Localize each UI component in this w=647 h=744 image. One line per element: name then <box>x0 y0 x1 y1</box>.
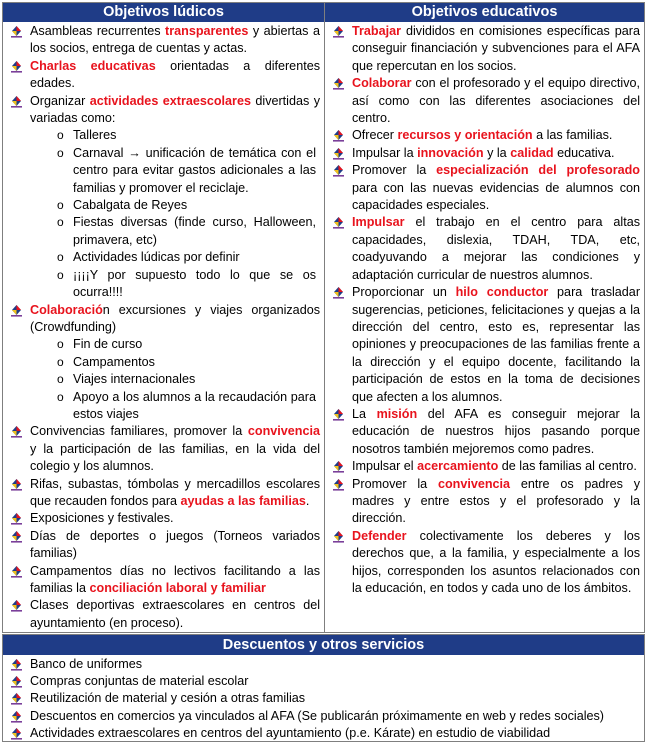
highlighted-keyword: transparentes <box>165 24 249 38</box>
item-text: y la participación de las familias, en la vida del colegio y los alumnos. <box>30 441 320 474</box>
sub-list-item <box>30 336 320 353</box>
circle-bullet-icon: o <box>57 337 64 352</box>
highlighted-keyword: Colaborar <box>352 76 412 91</box>
sub-list-item <box>30 389 320 424</box>
sub-list <box>30 336 320 423</box>
item-text: Proporcionar un <box>352 285 456 300</box>
list-item <box>325 162 644 214</box>
diamond-flag-bullet-icon <box>10 728 23 740</box>
item-text: Promover la <box>352 163 437 178</box>
item-text: Organizar <box>30 93 90 108</box>
sub-item-text: Actividades lúdicas por definir <box>73 250 240 265</box>
sub-item-text: Viajes internacionales <box>73 372 196 387</box>
sub-list-item <box>30 145 320 197</box>
sub-item-text: Campamentos <box>73 354 155 369</box>
right-column-header: Objetivos educativos <box>325 3 644 22</box>
sub-list-item <box>30 249 320 266</box>
item-text: y abiertas a los socios, entrega de cuentas y actas. <box>30 24 320 56</box>
service-item <box>3 673 644 690</box>
diamond-flag-bullet-icon <box>10 693 23 705</box>
item-text: el trabajo en el centro para altas capacidades, dislexia, TDAH, TDA, etc, coadyuvando a mejorar las condiciones y adaptación curricular de nuestros alumnos. <box>352 215 640 282</box>
sub-list-item <box>30 214 320 249</box>
service-item-text: Actividades extraescolares en centros del ayuntamiento (p.e. Kárate) en estudio de viabilidad <box>30 725 551 740</box>
objectives-table <box>2 2 645 633</box>
item-text: para trasladar sugerencias, peticiones, felicitaciones y quejas a la dirección del centro, esto es, representar las opiniones y preocupaciones de las familias frente a la dirección y el equipo docente, facilitando la participación de estos en la toma de decisiones que afecten a los alumnos. <box>352 285 641 404</box>
item-text: a las familias. <box>532 128 613 143</box>
circle-bullet-icon: o <box>57 128 64 143</box>
list-item <box>3 58 324 93</box>
diamond-flag-bullet-icon <box>332 26 345 38</box>
list-item <box>325 127 644 144</box>
highlighted-keyword: Impulsar <box>352 215 405 230</box>
item-text: Rifas, subastas, tómbolas y mercadillos escolares que recauden fondos para <box>30 476 320 508</box>
item-text: Campamentos días no lectivos facilitando a las familias la <box>30 563 320 595</box>
services-list <box>3 655 644 742</box>
item-text: para con las nuevas evidencias de alumnos con capacidades especiales. <box>352 180 640 213</box>
item-text: divididos en comisiones específicas para conseguir financiación y subvenciones para el AFA que repercutan en los socios. <box>352 24 640 73</box>
sub-list-item <box>30 354 320 371</box>
sub-list-item <box>30 197 320 214</box>
diamond-flag-bullet-icon <box>10 711 23 723</box>
highlighted-keyword: conciliación laboral y familiar <box>89 581 266 595</box>
list-item <box>3 528 324 563</box>
item-text: entre os padres y madres y entre estos y el profesorado y la dirección. <box>352 476 640 526</box>
list-item <box>325 476 644 528</box>
left-objectives-list <box>3 22 324 632</box>
highlighted-keyword: Charlas educativas <box>30 58 156 73</box>
diamond-flag-bullet-icon <box>332 409 345 421</box>
diamond-flag-bullet-icon <box>10 676 23 688</box>
highlighted-keyword: recursos y orientación <box>397 128 533 143</box>
circle-bullet-icon: o <box>57 215 64 230</box>
list-item <box>325 214 644 284</box>
sub-list-item <box>30 371 320 388</box>
item-text: del AFA es conseguir mejorar la educación de nuestros hijos pasando porque nosotros también mejoremos como padres. <box>352 406 641 456</box>
sub-item-text: Fin de curso <box>73 337 143 352</box>
item-text: orientadas a diferentes edades. <box>30 58 320 91</box>
circle-bullet-icon: o <box>57 198 64 213</box>
sub-item-text: Cabalgata de Reyes <box>73 198 188 213</box>
sub-item-text: ¡¡¡¡Y por supuesto todo lo que se os ocurra!!!! <box>73 267 316 300</box>
diamond-flag-bullet-icon <box>332 461 345 473</box>
list-item <box>325 406 644 458</box>
highlighted-keyword: convivencia <box>247 424 320 439</box>
left-column <box>3 3 325 632</box>
item-text: y la <box>483 145 511 160</box>
diamond-flag-bullet-icon <box>332 130 345 142</box>
list-item <box>325 23 644 75</box>
service-item <box>3 708 644 725</box>
list-item <box>325 75 644 127</box>
right-column <box>325 3 644 632</box>
list-item <box>3 23 324 58</box>
service-item <box>3 656 644 673</box>
circle-bullet-icon: o <box>57 250 64 265</box>
highlighted-keyword: ayudas a las familias <box>180 493 306 508</box>
diamond-flag-bullet-icon <box>332 78 345 90</box>
item-text: Días de deportes o juegos (Torneos variados familias) <box>30 528 320 561</box>
list-item <box>325 458 644 475</box>
diamond-flag-bullet-icon <box>10 305 23 317</box>
circle-bullet-icon: o <box>57 145 64 160</box>
circle-bullet-icon: o <box>57 389 64 404</box>
list-item <box>325 284 644 406</box>
list-item <box>3 302 324 424</box>
service-item-text: Compras conjuntas de material escolar <box>30 674 249 689</box>
left-column-header: Objetivos lúdicos <box>3 3 324 22</box>
item-text: Impulsar la <box>352 145 418 160</box>
diamond-flag-bullet-icon <box>10 26 23 38</box>
highlighted-keyword: acercamiento <box>417 459 499 474</box>
circle-bullet-icon: o <box>57 354 64 369</box>
diamond-flag-bullet-icon <box>10 659 23 671</box>
highlighted-keyword: calidad <box>510 145 554 160</box>
sub-list <box>30 127 320 301</box>
diamond-flag-bullet-icon <box>332 479 345 491</box>
sub-item-text: Fiestas diversas (finde curso, Halloween, primavera, etc) <box>73 215 316 247</box>
item-text: Asambleas recurrentes <box>30 24 166 38</box>
service-item-text: Descuentos en comercios ya vinculados al AFA (Se publicarán próximamente en web y redes sociales) <box>30 708 605 723</box>
diamond-flag-bullet-icon <box>10 96 23 108</box>
item-text: de las familias al centro. <box>498 459 637 474</box>
item-text: Impulsar el <box>352 459 418 474</box>
diamond-flag-bullet-icon <box>10 61 23 73</box>
sub-item-text: Apoyo a los alumnos a la recaudación para estos viajes <box>73 389 316 421</box>
diamond-flag-bullet-icon <box>10 479 23 491</box>
item-text: colectivamente los deberes y los derechos que, a la familia, y especialmente a los hijos, corresponden los asuntos relacionados con la educación, en todos y cada uno de los ámbitos. <box>352 528 640 595</box>
item-text: . <box>305 493 310 508</box>
item-text: n excursiones y viajes organizados (Crowdfunding) <box>30 302 320 334</box>
diamond-flag-bullet-icon <box>332 287 345 299</box>
list-item <box>325 528 644 598</box>
item-text: La <box>352 406 377 421</box>
diamond-flag-bullet-icon <box>10 513 23 525</box>
highlighted-keyword: actividades extraescolares <box>89 93 251 108</box>
item-text: Exposiciones y festivales. <box>30 511 174 526</box>
service-item-text: Banco de uniformes <box>30 657 143 671</box>
service-item <box>3 690 644 707</box>
sub-item-text: Talleres <box>73 128 117 143</box>
services-header: Descuentos y otros servicios <box>3 635 644 655</box>
item-text: Convivencias familiares, promover la <box>30 424 248 439</box>
diamond-flag-bullet-icon <box>332 165 345 177</box>
circle-bullet-icon: o <box>57 372 64 387</box>
highlighted-keyword: especialización del profesorado <box>436 163 640 178</box>
right-objectives-list <box>325 22 644 597</box>
diamond-flag-bullet-icon <box>10 600 23 612</box>
diamond-flag-bullet-icon <box>332 217 345 229</box>
item-text: Clases deportivas extraescolares en centros del ayuntamiento (en proceso). <box>30 598 320 630</box>
highlighted-keyword: Defender <box>352 528 407 543</box>
list-item <box>3 93 324 302</box>
diamond-flag-bullet-icon <box>10 531 23 543</box>
sub-list-item <box>30 127 320 144</box>
list-item <box>3 476 324 511</box>
services-table <box>2 634 645 742</box>
list-item <box>3 597 324 632</box>
item-text: Ofrecer <box>352 128 398 143</box>
highlighted-keyword: innovación <box>417 145 484 160</box>
diamond-flag-bullet-icon <box>332 531 345 543</box>
diamond-flag-bullet-icon <box>10 426 23 438</box>
highlighted-keyword: hilo conductor <box>455 285 549 300</box>
list-item <box>3 563 324 598</box>
list-item <box>325 145 644 162</box>
list-item <box>3 423 324 475</box>
service-item-text: Reutilización de material y cesión a otras familias <box>30 691 306 706</box>
item-text: educativa. <box>553 145 615 160</box>
highlighted-keyword: Colaboració <box>30 302 103 317</box>
list-item <box>3 510 324 527</box>
item-text: Promover la <box>352 476 438 491</box>
service-item <box>3 725 644 742</box>
sub-list-item <box>30 267 320 302</box>
item-text: con el profesorado y el equipo directivo, así como con las diferentes asociaciones del centro. <box>352 76 640 126</box>
highlighted-keyword: convivencia <box>437 476 511 491</box>
item-text: divertidas y variadas como: <box>30 93 320 126</box>
circle-bullet-icon: o <box>57 267 64 282</box>
diamond-flag-bullet-icon <box>332 148 345 160</box>
sub-item-text: Carnaval → unificación de temática con el centro para evitar gastos adicionales a las familias y promover el reciclaje. <box>73 145 316 195</box>
highlighted-keyword: Trabajar <box>352 24 402 38</box>
diamond-flag-bullet-icon <box>10 566 23 578</box>
highlighted-keyword: misión <box>376 406 418 421</box>
